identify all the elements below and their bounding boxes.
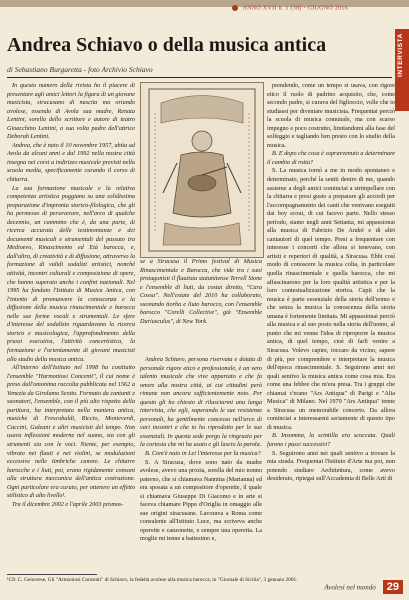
interview-intro: Andrea Schiavo, persona riservata e dotata di personale rigore etico e professionale, è un vero talento musicale che vive appartato e che fa onore alla nostra città, ai cui cittadini però rimane non ancora sufficientemente noto. Per questo gli ho chiesto di rilasciarmi una lunga intervista, che egli, superando le sue resistenze personali, ha gentilmente concesso nell'arco di vari incontri e che io ho riprodotto per le sue essenziali. In questa sede porgo la ringrazio per la cortesia che mi ha usato e gli lascio la parola. [140,356,262,449]
magazine-logo-icon [232,5,238,11]
magazine-name: Avolesi nel mondo [324,583,376,592]
interview-question: B. Com'è nato in Lei l'interesse per la musica? [145,450,261,458]
paragraph: Andrea, che è nato il 10 novembre 1957, abita ad Avola da alcuni anni e dal 1992 nella nostra città insegna nei corsi a indirizzo musicale previsti nella scuola media, specificamente curando il corso di chitarra. [7,141,135,184]
interview-question: B. Insomma, la scintilla era scoccata. Quali furono i passi successivi? [267,432,395,448]
interview-answer: S. Seguirono anni nei quali sentivo a trovare la mia strada. Frequentai l'Istituto d'Arte ma poi, non potendo studiare Architettura, come avevo desiderato, ripiegai sull'Accademia di Belle Arti di [267,449,395,483]
paragraph: Tra il dicembre 2002 e l'aprile 2003 promos- [12,500,124,508]
paragraph: La sua formazione musicale e la relativa competenza artistica poggiano su una solidissima preparazione d'impronta storico-filologica, che gli ha permesso di perseverare, nell'arco di qualche decennio, un cammino che è, da una parte, di ricerca accurata delle testimonianze e dei documenti musicali e strumentali del passato tra Medioevo, Rinascimento ed Età barocca, e, dall'altra, di creatività e di diffusione, attraverso la formazione di validi sodalizi artistici, nonché attività, incontri culturali e composizione di opere, che hanno superato anche i confini nazionali. Nel 1995 ha fondato l'Istituto di Musica Antica, con l'intento di promuovere la conoscenza e la diffusione della musica rinascimentale e barocca nelle sue forme vocali e strumentali. Le sfere d'interesse del sodalizio riguardavano la ricerca storico e musicologica, l'approfondimento della prassi esecutiva, l'attività concertistica, la formazione e l'orientamento di giovani musicisti allo studio della musica antica. [7,184,135,363]
column-1 [7,82,135,509]
section-tab-label: INTERVISTA [397,33,404,78]
article-title: Andrea Schiavo o della musica antica [7,34,327,56]
interview-answer: prendendo, come un tempo si usava, con rigore etico il ruolo di padrino acquisito, che, come secondo padre, si curava del figlioccio, volle che io studiassi per diventare musicista. Frequentai perciò la scuola di musica comunale, ma con scarso impegno e poco costrutto, limitandomi alla fase del solfeggio e tagliando ben presto con lo studio della musica. [267,82,395,149]
engraving-illustration [141,83,263,257]
article-byline: di Sebastiano Burgaretta - foto Archivio Schiavo [7,65,153,74]
photo-text-continuation: se a Siracusa il Primo festival di Musica Rinascimentale e Barocca, che vide tra i suoi protagonisti il flautista statunitense Terrell Stone e l'ensemble di liuti, da costui diretto, "Cara Cossa". Nell'estate del 2010 ha collaborato, suonando tiorba e liuto barocco, con l'ensemble barocco "Corelli Collective", già "Ensemble Duriusculus", di New York. [140,258,262,325]
footnote-rule [7,574,97,575]
interview-answer: S. A Siracusa, dove sono nato da madre avolese, avevo una prozia, sorella del mio nonno paterno, che si chiamava Nannina (Marianna) ed era sposata a un compositore d'operette, il quale si chiamava Giuseppe Di Giacomo e in arte si faceva chiamare Pippo d'Origlia in omaggio alle sue origini siracusane. Lavorava a Roma come consulente all'Istituto Luce, ma scriveva anche operette e canzonette, e sempre una operetta. La moglie mi tenne a battesimo e, [140,458,262,543]
issue-header [232,5,348,11]
page-footer [324,578,403,596]
interview-question: B. E dopo che cosa è sopravvenuto a determinare il cambio di rotta? [267,150,395,166]
column-2 [140,356,262,544]
engraving-illustration-icon [140,82,264,258]
paragraph: In questo numero della rivista ho il piacere di presentare agli amici lettori la figura di un giovane musicista, siracusano di nascita ma oriundo avolese, essendo di Avola sua madre, Renata Lentini, sorella dello scrittore e autore di teatro Gioacchino Lentini, a sua volta padre dell'attrice Deborah Lentini. [7,82,135,141]
column-3 [267,82,395,484]
paragraph: All'interno dell'Istituto nel 1998 ha costituito l'ensemble "Harmoniosi Concenti", il cui nome è preso dall'omonima raccolta pubblicata nel 1562 a Venezia da Girolamo Scotto. Formato da cantanti e suonatori, l'ensemble, con il più alto rispetto della partitura, ha interpretato nella maniera antica, musiche di Frescobaldi, Riccio, Monteverdi, Caccini, Galeani e altri musicisti del tempo. Non usava inflessioni moderne nel suono, sia con gli strumenti sia con le voci. Niente, per esempio, vibrato nei flauti e nei violini, se modulazioni eccessive nelle timbriche canore. Le chitarre barocche e i liuti, poi, erano rigidamente consoni alla struttura meccanica dell'antica costruzione. Ogni particolare era curato, per ottenere un effetto stilistico di alto livello¹. [7,364,135,500]
page-number: 29 [383,580,403,594]
title-rule [7,77,392,78]
footnote: ¹Cfr. C. Genovese, Gli "Armoniosi Concenti" di Schiavo, la fedeltà avolese alla musica barocca, in "Giornale di Sicilia", 3 gennaio 2001. [7,577,298,583]
interview-answer: S. La musica tornò a me in modo spontaneo e determinato, perché la sentii dentro di me, quando assieme a degli amici cominciai a strimpellare con la chitarra e presi gusto a preparare gli accordi per l'accompagnamento dei canti che venivano eseguiti dai boy scout, di cui facevo parte. Nello stesso periodo, siamo negli anni Settanta, mi appassionai alla musica di Fabrizio De André e di altri cantautori di quel tempo. Presi a frequentare con interesse i concerti che allora si tenevano, con artisti e repertori di qualità, a Siracusa. Ebbi così modo di conoscere la musica colta, in particolare quella rinascimentale e quella barocca, che mi affascinarono per la loro qualità artistica e per la loro contestualizzazione storica. Capii che la musica è parte essenziale della storia dell'uomo e che senza la musica la conoscenza della storia umana è fortemente limitata. Mi appassionai perciò alla musica e al suo posto nella storia dell'uomo, al punto che mi venne l'idea di riproporre la musica antica, di quel tempo, cioè di farli venire a Siracusa. Volevo capire, toccare da vicino, sapere di più, per comprendere e interpretare la musica dell'epoca rinascimentale. S. Seguirono anni nei quali sentivo la musica antica come cosa mia. Era come una febbre che m'era presa. Tra i gruppi che chiamai c'erano "Ars Antiqua" di Parigi e "Alia Musica" di Milano. Nel 1979 "Ars Antiqua" tenne a Siracusa un memorabile concerto. Da allora cominciai a interessarmi seriamente di questo tipo di musica. [267,167,395,431]
issue-line: ANNO XVII n. 1 (38) - GIUGNO 2016 [242,5,349,12]
section-tab [395,29,409,111]
